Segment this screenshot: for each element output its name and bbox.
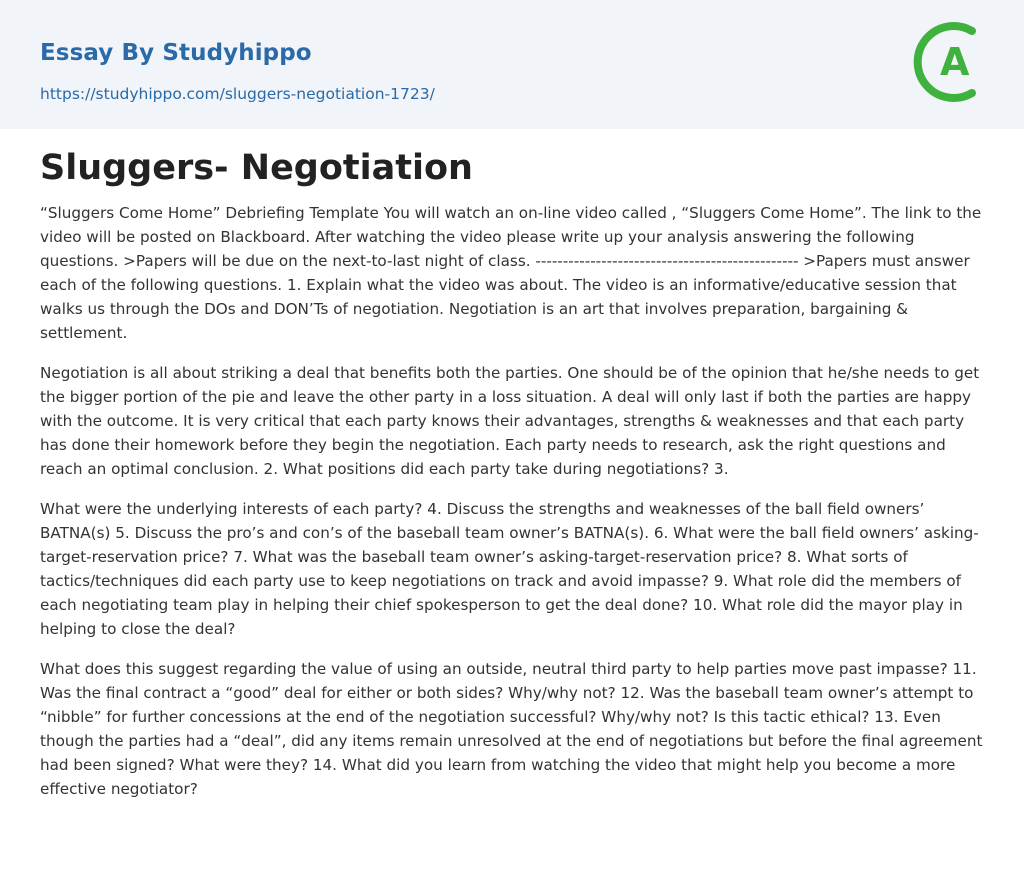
article [40, 146, 985, 817]
article-paragraph: “Sluggers Come Home” Debriefing Template You will watch an on-line video called , “Sluggers Come Home”. The link to the video will be posted on Blackboard. After watching the video please write up your analysis answering the following questions. >Papers will be due on the next-to-last night of class. ------------------------------------------------ >Papers must answer each of the following questions. 1. Explain what the video was about. The video is an informative/educative session that walks us through the DOs and DON’Ts of negotiation. Negotiation is an art that involves preparation, bargaining & settlement. [40, 204, 982, 342]
article-paragraph: What does this suggest regarding the value of using an outside, neutral third party to help parties move past impasse? 11. Was the final contract a “good” deal for either or both sides? Why/why not? 12. Was the baseball team owner’s attempt to “nibble” for further concessions at the end of the negotiation successful? Why/why not? Is this tactic ethical? 13. Even though the parties had a “deal”, did any items remain unresolved at the end of negotiations but before the final agreement had been signed? What were they? 14. What did you learn from watching the video that might help you become a more effective negotiator? [40, 660, 983, 798]
brand-title: Essay By Studyhippo [40, 40, 312, 66]
source-url-link[interactable]: https://studyhippo.com/sluggers-negotiation-1723/ [40, 85, 435, 103]
article-paragraph: Negotiation is all about striking a deal that benefits both the parties. One should be of the opinion that he/she needs to get the bigger portion of the pie and leave the other party in a loss situation. A deal will only last if both the parties are happy with the outcome. It is very critical that each party knows their advantages, strengths & weaknesses and that each party has done their homework before they begin the negotiation. Each party needs to research, ask the right questions and reach an optimal conclusion. 2. What positions did each party take during negotiations? 3. [40, 364, 980, 478]
logo-letter: A [940, 40, 970, 84]
page-title: Sluggers- Negotiation [40, 148, 473, 188]
article-paragraph: What were the underlying interests of each party? 4. Discuss the strengths and weaknesses of the ball field owners’ BATNA(s) 5. Discuss the pro’s and con’s of the baseball team owner’s BATNA(s). 6. What were the ball field owners’ asking-target-reservation price? 7. What was the baseball team owner’s asking-target-reservation price? 8. What sorts of tactics/techniques did each party use to keep negotiations on track and avoid impasse? 9. What role did the members of each negotiating team play in helping their chief spokesperson to get the deal done? 10. What role did the mayor play in helping to close the deal? [40, 500, 979, 638]
studyhippo-logo-icon [912, 18, 988, 106]
site-header [0, 0, 1024, 129]
